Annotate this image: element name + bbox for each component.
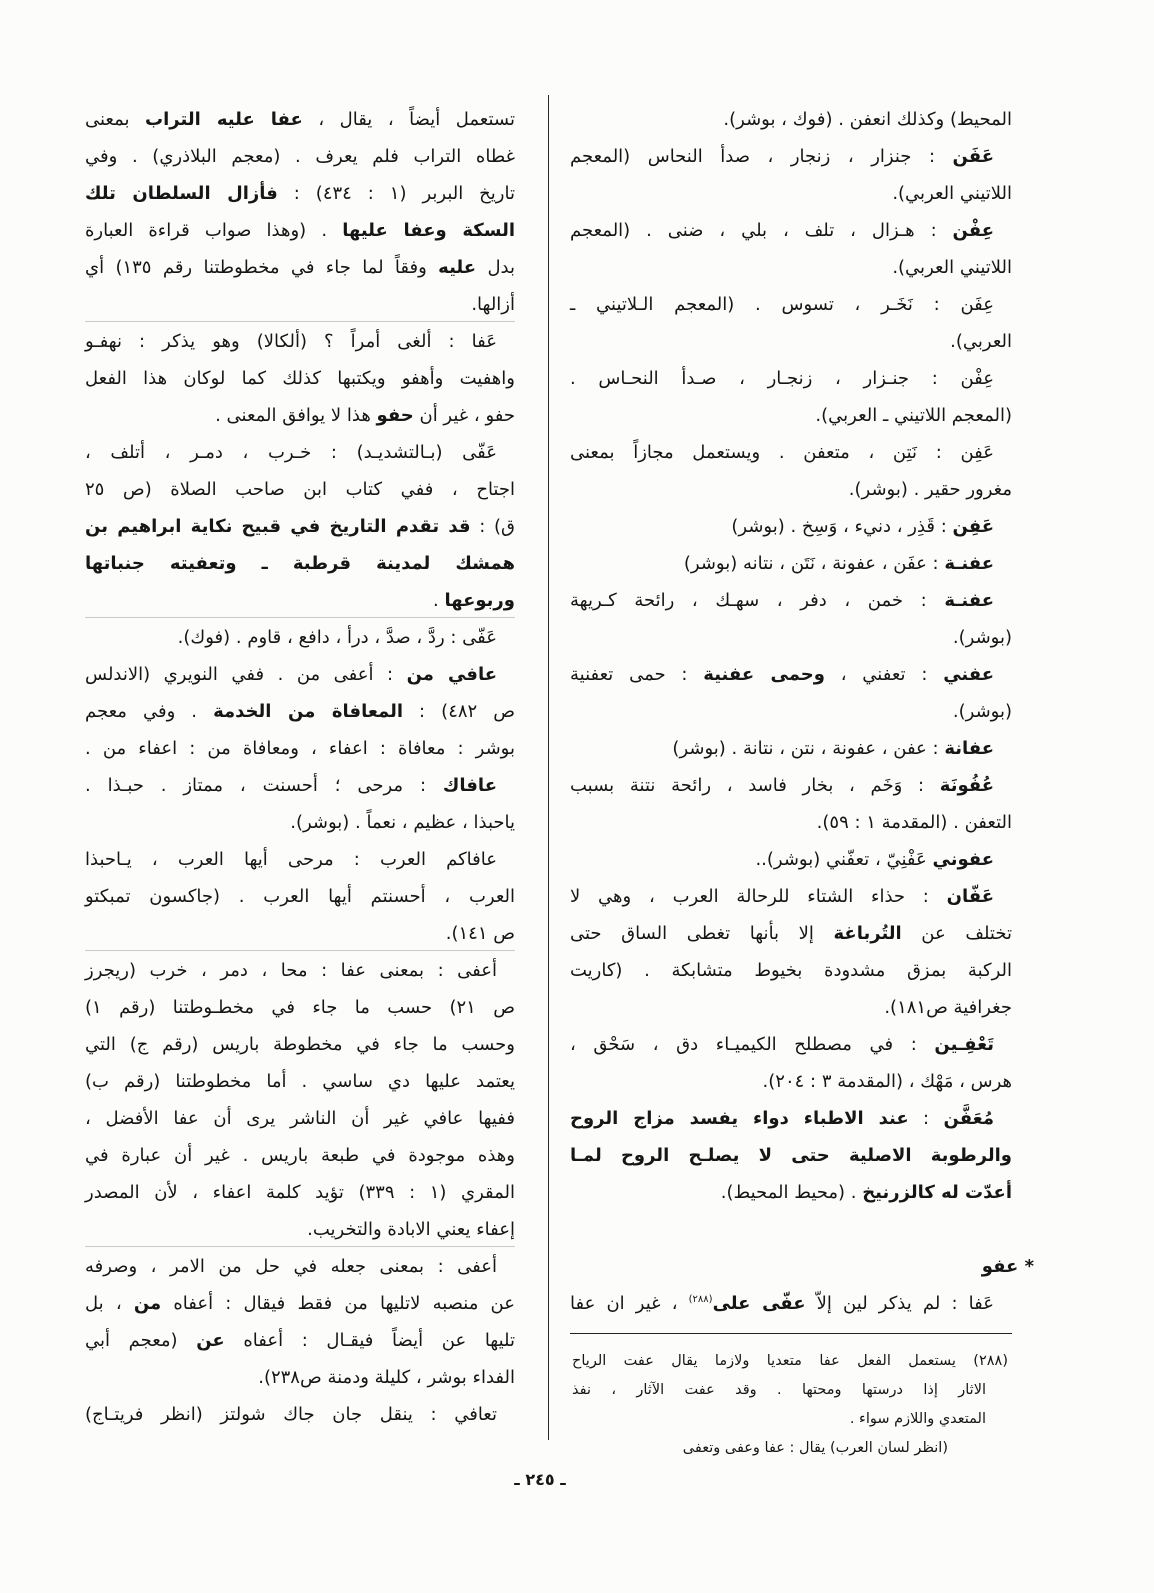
line-text xyxy=(215,405,515,426)
bold-term: أعدّت له كالزرنيخ xyxy=(862,1182,1012,1203)
text-line xyxy=(85,360,515,397)
line-text xyxy=(570,1108,994,1129)
line-text xyxy=(570,664,994,685)
line-text xyxy=(570,1293,994,1314)
dictionary-entry xyxy=(85,656,515,767)
bold-term: همشك لمدينة قرطبة ـ وتعفيته جنباتها xyxy=(85,553,515,574)
dictionary-entry xyxy=(85,952,515,1248)
text-line xyxy=(570,1285,1012,1322)
text-run: ، بل xyxy=(85,1293,134,1314)
bold-term: حفو xyxy=(376,405,414,426)
text-line xyxy=(570,212,1012,249)
line-text xyxy=(85,257,515,278)
dictionary-entry xyxy=(85,767,515,841)
text-line xyxy=(85,1285,515,1322)
line-text xyxy=(684,553,994,574)
text-line xyxy=(570,693,1012,730)
line-text xyxy=(672,738,994,759)
text-run: : حذاء الشتاء للرحالة العرب ، وهي لا xyxy=(570,886,947,907)
line-text: (بوشر). xyxy=(952,701,1012,722)
dictionary-entry xyxy=(85,619,515,656)
line-text: (٢٨٨) يستعمل الفعل عفا متعديا ولازما يقال عفت الرياح xyxy=(572,1353,1008,1369)
left-column-entries xyxy=(85,101,515,1433)
text-line xyxy=(572,1405,1008,1434)
text-line xyxy=(570,1063,1012,1100)
text-line xyxy=(85,286,515,323)
text-line xyxy=(570,508,1012,545)
section-entries xyxy=(570,1285,1012,1322)
text-line xyxy=(570,952,1012,989)
line-text: المتعدي واللازم سواء . xyxy=(849,1411,986,1427)
line-text: واهفيت وأهفو ويكتبها كذلك كما لوكان هذا الفعل xyxy=(85,368,515,389)
dictionary-entry xyxy=(570,878,1012,1026)
text-run: : هـزال ، تلف ، بلي ، ضنى . (المعجم xyxy=(570,220,953,241)
text-run: ، غير ان عفا xyxy=(570,1293,689,1314)
text-run: تليها عن أيضاً فيقـال : أعفاه xyxy=(224,1330,515,1351)
text-line xyxy=(85,878,515,915)
text-run: : عفن ، عفونة ، نتن ، نتانة . (بوشر) xyxy=(672,738,945,759)
text-line xyxy=(85,1137,515,1174)
line-text xyxy=(570,775,994,796)
dictionary-entry xyxy=(85,841,515,952)
text-line xyxy=(85,582,515,619)
text-run: : تعفني ، xyxy=(824,664,944,685)
text-line xyxy=(570,434,1012,471)
text-line xyxy=(85,804,515,841)
text-line xyxy=(85,915,515,952)
line-text: (انظر لسان العرب) يقال : عفا وعفى وتعفى xyxy=(682,1440,948,1456)
text-line xyxy=(85,1359,515,1396)
line-text: إعفاء يعني الابادة والتخريب. xyxy=(307,1219,515,1240)
line-text: أزالها. xyxy=(471,294,515,315)
bold-term: عُفُونَة xyxy=(939,775,994,796)
dictionary-entry xyxy=(85,101,515,323)
bold-term: فأزال السلطان تلك xyxy=(85,183,278,204)
footnote xyxy=(572,1347,1008,1463)
section-heading: * عفو xyxy=(981,1256,1034,1277)
right-column-entries xyxy=(570,101,1012,1211)
line-text: عِفْن : جنـزار ، زنجـار ، صـدأ النحـاس . xyxy=(570,368,994,389)
text-line xyxy=(570,582,1012,619)
text-line xyxy=(85,508,515,545)
text-run: (معجم أبي xyxy=(85,1330,197,1351)
line-text xyxy=(570,1145,1012,1166)
line-text: أعفى : بمعنى عفا : محا ، دمر ، خرب (ريجرز xyxy=(85,960,497,981)
text-line xyxy=(570,1026,1012,1063)
text-line xyxy=(85,397,515,434)
text-line xyxy=(570,138,1012,175)
line-text xyxy=(85,1330,515,1351)
text-line xyxy=(85,434,515,471)
text-run: : حمى تعفنية xyxy=(570,664,704,685)
line-text xyxy=(570,923,1012,944)
line-text: ص ١٤١). xyxy=(445,923,515,944)
text-line xyxy=(570,471,1012,508)
text-line xyxy=(570,767,1012,804)
text-run: : xyxy=(908,1108,944,1129)
dictionary-entry xyxy=(570,730,1012,767)
dictionary-entry xyxy=(570,138,1012,212)
dictionary-entry xyxy=(570,1100,1012,1211)
footnote-reference: (٢٨٨) xyxy=(688,1294,713,1305)
text-line xyxy=(570,989,1012,1026)
bold-term: عفّى على xyxy=(712,1293,806,1314)
line-text xyxy=(85,1293,515,1314)
text-run: : قَذِر ، دنيء ، وَسِخ . (بوشر) xyxy=(731,516,953,537)
line-text: اللاتيني العربي). xyxy=(892,183,1012,204)
line-text: عافاكم العرب : مرحى أيها العرب ، يـاحبذا xyxy=(85,849,497,870)
line-text xyxy=(570,1034,994,1055)
line-text: ياحبذا ، عظيم ، نعماً . (بوشر). xyxy=(290,812,515,833)
dictionary-entry xyxy=(85,434,515,619)
text-run: : أعفى من . ففي النويري (الاندلس xyxy=(85,664,407,685)
text-run: وفقاً لما جاء في مخطوطتنا رقم ١٣٥) أي xyxy=(85,257,439,278)
bold-term: السكة وعفا عليها xyxy=(342,220,515,241)
text-line xyxy=(85,841,515,878)
text-line xyxy=(85,1026,515,1063)
bold-term: قد تقدم التاريخ في قبيح نكاية ابراهيم بن xyxy=(85,516,471,537)
text-run: : وَخَم ، بخار فاسد ، رائحة نتنة بسبب xyxy=(570,775,940,796)
text-run: هذا لا يوافق المعنى . xyxy=(215,405,377,426)
line-text: ص ٢١) حسب ما جاء في مخطـوطتنا (رقم ١) xyxy=(85,997,515,1018)
line-text: عِفَن : نَخَـر ، تسوس . (المعجم الـلاتيني ـ xyxy=(570,294,994,315)
text-run: بمعنى xyxy=(85,109,146,130)
text-run: تاريخ البربر (١ : ٤٣٤) : xyxy=(277,183,515,204)
text-line xyxy=(85,989,515,1026)
text-line xyxy=(572,1347,1008,1376)
dictionary-entry xyxy=(570,767,1012,841)
bold-term: عافي من xyxy=(406,664,497,685)
text-line xyxy=(570,730,1012,767)
text-line xyxy=(570,249,1012,286)
text-line xyxy=(85,730,515,767)
line-text: غطاه التراب فلم يعرف . (معجم البلاذري) . وفي xyxy=(85,146,515,167)
line-text: المحيط) وكذلك انعفن . (فوك ، بوشر). xyxy=(723,109,1012,130)
text-line xyxy=(570,1137,1012,1174)
line-text: العربي). xyxy=(950,331,1012,352)
text-run: : جنزار ، زنجار ، صدأ النحاس (المعجم xyxy=(570,146,953,167)
dictionary-entry xyxy=(570,286,1012,360)
line-text: اجتاح ، ففي كتاب ابن صاحب الصلاة (ص ٢٥ xyxy=(85,479,515,500)
text-line xyxy=(85,545,515,582)
text-line xyxy=(85,656,515,693)
line-text: هرس ، مَهْك ، (المقدمة ٣ : ٢٠٤). xyxy=(762,1071,1012,1092)
bold-term: عفنـة xyxy=(944,553,994,574)
line-text: تعافي : ينقل جان جاك شولتز (انظر فريتـاج) xyxy=(85,1404,497,1425)
text-run: بدل xyxy=(476,257,515,278)
line-text xyxy=(85,183,515,204)
dictionary-entry xyxy=(85,323,515,434)
text-run: : خمن ، دفر ، سهـك ، رائحة كـريهة xyxy=(570,590,945,611)
line-text: (بوشر). xyxy=(952,627,1012,648)
text-line xyxy=(570,1100,1012,1137)
text-line xyxy=(570,804,1012,841)
text-line xyxy=(85,952,515,989)
text-line xyxy=(570,1174,1012,1211)
bold-term: عَفَن xyxy=(952,146,994,167)
text-run: ق) : xyxy=(470,516,515,537)
line-text: مغرور حقير . (بوشر). xyxy=(848,479,1012,500)
line-text xyxy=(85,664,497,685)
bold-term: عَفّان xyxy=(946,886,994,907)
bold-term: من xyxy=(133,1293,162,1314)
text-line xyxy=(85,1063,515,1100)
right-column xyxy=(570,101,1034,1322)
line-text: اللاتيني العربي). xyxy=(892,257,1012,278)
line-text xyxy=(755,849,994,870)
text-line xyxy=(570,323,1012,360)
text-line xyxy=(85,693,515,730)
left-column xyxy=(85,101,515,1433)
bold-term: والرطوبة الاصلية حتى لا يصلـح الروح لمـا xyxy=(570,1145,1012,1166)
page-number: ـ ٢٤٥ ـ xyxy=(514,1470,566,1489)
text-line xyxy=(85,1211,515,1248)
column-divider xyxy=(548,95,549,1440)
text-run: . (محيط المحيط). xyxy=(720,1182,863,1203)
line-text: التعفن . (المقدمة ١ : ٥٩). xyxy=(816,812,1012,833)
line-text: ففيها عافي غير أن الناشر يرى أن عفا الأفضل ، xyxy=(85,1108,515,1129)
bold-term: وحمى عفنية xyxy=(703,664,825,685)
bold-term: عن xyxy=(196,1330,225,1351)
dictionary-entry xyxy=(570,508,1012,545)
text-line xyxy=(570,878,1012,915)
line-text: يعتمد عليها دي ساسي . أما مخطوطتنا (رقم ب) xyxy=(85,1071,515,1092)
line-text: عَفّى : ردَّ ، صدَّ ، درأ ، دافع ، قاوم . (فوك). xyxy=(177,627,497,648)
text-line xyxy=(570,915,1012,952)
dictionary-entry xyxy=(572,1347,1008,1434)
text-run: . وفي معجم xyxy=(85,701,214,722)
line-text: الاثار إذا درستها ومحتها . وقد عفت الآثار ، نفذ xyxy=(572,1382,986,1398)
text-line xyxy=(570,656,1012,693)
line-text: وحسب ما جاء في مخطوطة باريس (رقم ج) التي xyxy=(85,1034,515,1055)
text-run: عَفا : لم يذكر لين إلاّ xyxy=(805,1293,994,1314)
text-run: عَفْنِيّ ، تعفّني (بوشر).. xyxy=(755,849,933,870)
text-line xyxy=(85,471,515,508)
text-line xyxy=(570,397,1012,434)
footnote-rule xyxy=(570,1333,1012,1334)
line-text xyxy=(85,516,515,537)
bold-term: عفنـة xyxy=(944,590,994,611)
bold-term: عند الاطباء دواء يفسد مزاج الروح xyxy=(570,1108,909,1129)
line-text xyxy=(85,220,515,241)
line-text: العرب ، أحسنتم أيها العرب . (جاكسون تمبكتو xyxy=(85,886,515,907)
line-text: جغرافية ص١٨١). xyxy=(884,997,1012,1018)
line-text xyxy=(85,553,515,574)
bold-term: عفوني xyxy=(932,849,994,870)
text-line xyxy=(570,101,1012,138)
text-line xyxy=(85,1174,515,1211)
dictionary-entry xyxy=(85,1248,515,1396)
bold-term: مُعَفَّن xyxy=(943,1108,994,1129)
line-text: بوشر : معافاة : اعفاء ، ومعافاة من : اعفاء من . xyxy=(85,738,515,759)
dictionary-entry xyxy=(570,101,1012,138)
bold-term: عفانة xyxy=(944,738,994,759)
bold-term: وربوعها xyxy=(444,590,515,611)
text-run: : في مصطلح الكيميـاء دق ، سَحْق ، xyxy=(570,1034,935,1055)
text-line xyxy=(570,619,1012,656)
text-line xyxy=(85,619,515,656)
line-text xyxy=(570,886,994,907)
text-line xyxy=(570,286,1012,323)
bold-term: التُرباغة xyxy=(833,923,902,944)
dictionary-entry xyxy=(570,841,1012,878)
text-run: . (وهذا صواب قراءة العبارة xyxy=(85,220,343,241)
line-text xyxy=(570,146,994,167)
text-run: . xyxy=(433,590,445,611)
line-text: المقري (١ : ٣٣٩) تؤيد كلمة اعفاء ، لأن المصدر xyxy=(85,1182,515,1203)
dictionary-entry xyxy=(570,656,1012,730)
bold-term: عليه xyxy=(438,257,477,278)
text-line xyxy=(85,767,515,804)
dictionary-entry xyxy=(570,434,1012,508)
line-text xyxy=(85,701,515,722)
text-line xyxy=(570,841,1012,878)
text-run: : مرحى ؛ أحسنت ، ممتاز . حبـذا . xyxy=(85,775,443,796)
text-line xyxy=(85,1248,515,1285)
line-text xyxy=(721,1182,1012,1203)
text-line xyxy=(85,175,515,212)
line-text: وهذه موجودة في طبعة باريس . غير أن عبارة في xyxy=(85,1145,515,1166)
text-line xyxy=(572,1434,1008,1463)
text-run: : عفَن ، عفونة ، نَتَن ، نتانه (بوشر) xyxy=(683,553,945,574)
dictionary-entry xyxy=(570,582,1012,656)
dictionary-entry xyxy=(570,545,1012,582)
text-line xyxy=(85,323,515,360)
dictionary-entry xyxy=(570,360,1012,434)
line-text: عَفِن : نَتِن ، متعفن . ويستعمل مجازاً بمعنى xyxy=(570,442,994,463)
text-run: تختلف عن xyxy=(901,923,1012,944)
text-line xyxy=(570,175,1012,212)
bold-term: تَعْفِـين xyxy=(934,1034,994,1055)
bold-term: عفني xyxy=(943,664,994,685)
text-line xyxy=(85,1100,515,1137)
bold-term: المعافاة من الخدمة xyxy=(213,701,404,722)
text-run: تستعمل أيضاً ، يقال ، xyxy=(302,109,515,130)
line-text xyxy=(570,220,994,241)
line-text: أعفى : بمعنى جعله في حل من الامر ، وصرفه xyxy=(85,1256,497,1277)
dictionary-entry xyxy=(570,1026,1012,1100)
text-run: حفو ، غير أن xyxy=(413,405,515,426)
line-text xyxy=(570,590,994,611)
line-text: عَفّى (بـالتشديـد) : خـرب ، دمـر ، أتلف ، xyxy=(85,442,497,463)
line-text xyxy=(85,775,497,796)
dictionary-entry xyxy=(570,1285,1012,1322)
bold-term: عَفِن xyxy=(952,516,994,537)
line-text xyxy=(731,516,994,537)
dictionary-entry xyxy=(570,212,1012,286)
text-line xyxy=(85,1322,515,1359)
dictionary-entry xyxy=(572,1434,1008,1463)
text-line xyxy=(85,138,515,175)
text-run: إلا بأنها تغطى الساق حتى xyxy=(570,923,834,944)
line-text: الفداء بوشر ، كليلة ودمنة ص٢٣٨). xyxy=(258,1367,515,1388)
text-line xyxy=(570,545,1012,582)
bold-term: عفا عليه التراب xyxy=(145,109,303,130)
text-run: ص ٤٨٢) : xyxy=(403,701,516,722)
line-text xyxy=(85,109,515,130)
text-run: عن منصبه لاتليها من فقط فيقال : أعفاه xyxy=(161,1293,515,1314)
text-line xyxy=(85,212,515,249)
line-text: الركبة بمزق مشدودة بخيوط متشابكة . (كاريت xyxy=(570,960,1012,981)
dictionary-entry xyxy=(85,1396,515,1433)
line-text xyxy=(433,590,515,611)
text-line xyxy=(85,249,515,286)
text-line xyxy=(572,1376,1008,1405)
text-line xyxy=(570,360,1012,397)
line-text: عَفا : ألغى أمراً ؟ (ألكالا) وهو يذكر : نهفـو xyxy=(85,331,497,352)
text-line xyxy=(85,101,515,138)
bold-term: عافاك xyxy=(442,775,497,796)
bold-term: عِفْن xyxy=(952,220,994,241)
text-line xyxy=(85,1396,515,1433)
line-text: (المعجم اللاتيني ـ العربي). xyxy=(815,405,1012,426)
